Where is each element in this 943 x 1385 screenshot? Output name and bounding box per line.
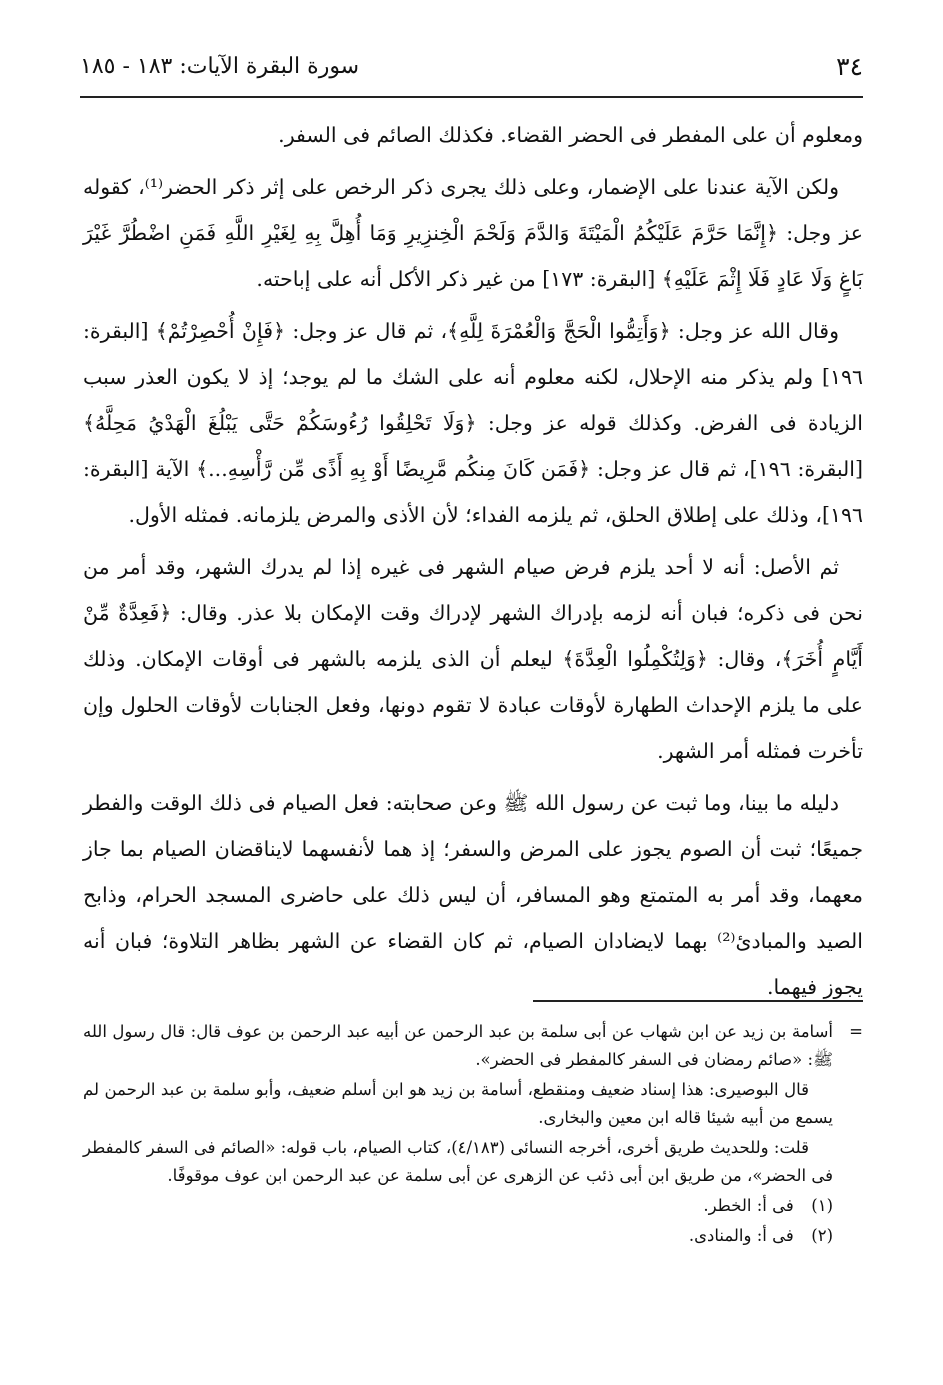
page-header: [80, 50, 863, 98]
paragraph: ثم الأصل: أنه لا أحد يلزم فرض صيام الشهر فى غيره إذا لم يدرك الشهر، وقد أمر من نحن فى ذكره؛ فبان أنه لزمه بإدراك الشهر لإدراك وقت الإمكان بلا عذر. وقال: ﴿فَعِدَّةٌ مِّنْ أَيَّامٍ أُخَرَ﴾، وقال: ﴿وَلِتُكْمِلُوا الْعِدَّةَ﴾ ليعلم أن الذى يلزمه بالشهر فى أوقات الإمكان. وذلك على ما يلزم الإحداث الطهارة لأوقات عبادة لا تقوم دونها، وفعل الجنابات لأوقات الحلول وإن تأخرت فمثله أمر الشهر.: [83, 555, 863, 763]
footnote-continuation: [83, 1018, 863, 1074]
main-text: [83, 112, 863, 1016]
paragraph: وقال الله عز وجل: ﴿وَأَتِمُّوا الْحَجَّ وَالْعُمْرَةَ لِلَّهِ﴾، ثم قال عز وجل: ﴿فَإِنْ أُحْصِرْتُمْ﴾ [البقرة: ١٩٦] ولم يذكر منه الإحلال، لكنه معلوم أنه على الشك ما لم يوجد؛ إذ لا يكون العذر سبب الزيادة فى الفرض. وكذلك قوله عز وجل: ﴿وَلَا تَحْلِقُوا رُءُوسَكُمْ حَتَّى يَبْلُغَ الْهَدْيُ مَحِلَّهُ﴾ [البقرة: ١٩٦]، ثم قال عز وجل: ﴿فَمَن كَانَ مِنكُم مَّرِيضًا أَوْ بِهِ أَذًى مِّن رَّأْسِهِ...﴾ الآية [البقرة: ١٩٦]، وذلك على إطلاق الحلق، ثم يلزمه الفداء؛ لأن الأذى والمرض يلزمانه. فمثله الأول.: [83, 319, 863, 527]
footnote-number: (١): [811, 1196, 833, 1215]
footnote-number: (٢): [811, 1226, 833, 1245]
running-head: سورة البقرة الآيات: ١٨٣ - ١٨٥: [80, 54, 360, 79]
footnote-item: [83, 1222, 863, 1250]
paragraph: دليله ما بينا، وما ثبت عن رسول الله ﷺ وعن صحابته: فعل الصيام فى ذلك الوقت والفطر جميعًا؛ ثبت أن الصوم يجوز على المرض والسفر؛ إذ هما لأنفسهما لايناقضان الصيام بما جاز معهما، وقد أمر به المتمتع وهو المسافر، أن ليس ذلك على حاضرى المسجد الحرام، وذابح الصيد والمبادئ⁽²⁾ بهما لايضادان الصيام، ثم كان القضاء عن الشهر بظاهر التلاوة؛ فبان أنه يجوز فيهما.: [83, 791, 863, 999]
footnote-text: فى أ: الخطر.: [703, 1196, 794, 1215]
footnote-busiri: قال البوصيرى: هذا إسناد ضعيف ومنقطع، أسامة بن زيد هو ابن أسلم ضعيف، وأبو سلمة بن عبد الرحمن لم يسمع من أبيه شيئا قاله ابن معين والبخارى.: [83, 1080, 833, 1127]
footnotes: [83, 1018, 863, 1252]
footnote-text: فى أ: والمنادى.: [688, 1226, 794, 1245]
paragraph: ومعلوم أن على المفطر فى الحضر القضاء. فكذلك الصائم فى السفر.: [278, 123, 863, 147]
page-number: ٣٤: [836, 52, 863, 81]
footnote-qultu: قلت: وللحديث طريق أخرى، أخرجه النسائى (٤/١٨٣)، كتاب الصيام، باب قوله: «الصائم فى السفر كالمفطر فى الحضر»، من طريق ابن أبى ذئب عن الزهرى عن أبى سلمة عن عبد الرحمن ابن عوف موقوفًا.: [83, 1138, 833, 1185]
footnote-separator: [533, 1000, 863, 1002]
footnote-continuation-text: أسامة بن زيد عن ابن شهاب عن أبى سلمة بن عبد الرحمن عن أبيه عبد الرحمن بن عوف قال: قال رسول الله ﷺ: «صائم رمضان فى السفر كالمفطر فى الحضر».: [83, 1022, 833, 1069]
continuation-mark: =: [849, 1022, 863, 1041]
paragraph: ولكن الآية عندنا على الإضمار، وعلى ذلك يجرى ذكر الرخص على إثر ذكر الحضر⁽¹⁾، كقوله عز وجل: ﴿إِنَّمَا حَرَّمَ عَلَيْكُمُ الْمَيْتَةَ وَالدَّمَ وَلَحْمَ الْخِنزِيرِ وَمَا أُهِلَّ بِهِ لِغَيْرِ اللَّهِ فَمَنِ اضْطُرَّ غَيْرَ بَاغٍ وَلَا عَادٍ فَلَا إِثْمَ عَلَيْهِ﴾ [البقرة: ١٧٣] من غير ذكر الأكل أنه على إباحته.: [83, 175, 863, 291]
footnote-item: [83, 1192, 863, 1220]
